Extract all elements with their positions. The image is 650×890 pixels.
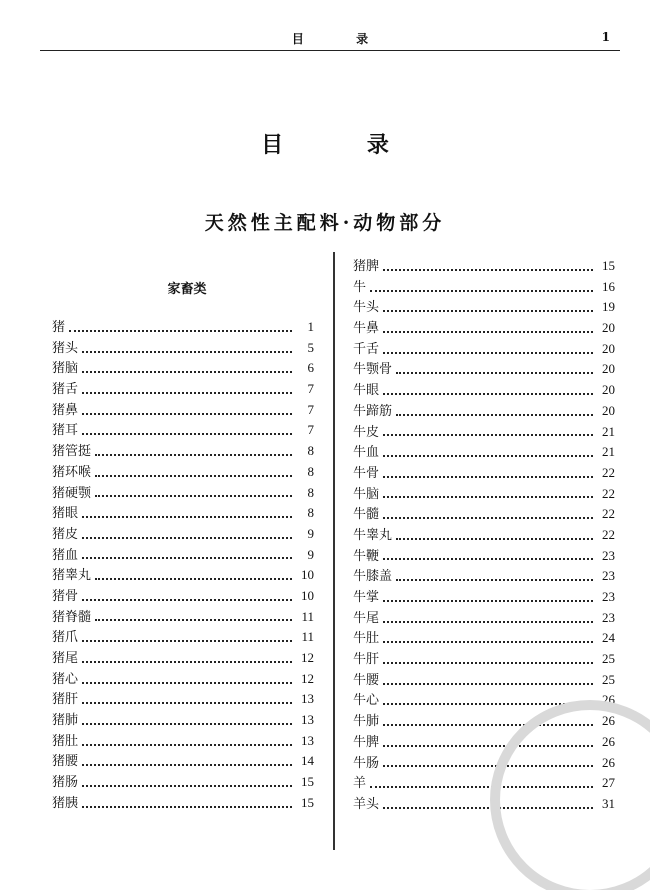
toc-entry-page: 26 — [602, 692, 615, 708]
toc-entry-page: 23 — [602, 547, 615, 563]
toc-entry — [353, 587, 615, 608]
dot-leader — [82, 639, 292, 642]
toc-entry-page: 9 — [307, 546, 314, 562]
dot-leader — [82, 805, 292, 808]
dot-leader — [383, 475, 593, 478]
toc-entry-name: 猪脑 — [52, 361, 79, 377]
dot-leader — [383, 640, 593, 643]
dot-leader — [383, 620, 593, 623]
toc-entry-name: 猪鼻 — [52, 402, 79, 418]
toc-entry-name: 牛肺 — [353, 714, 380, 730]
dot-leader — [396, 413, 593, 416]
toc-entry-page: 12 — [301, 670, 314, 686]
toc-entry-name: 猪管挺 — [52, 444, 92, 460]
dot-leader — [383, 433, 593, 436]
toc-entry-page: 8 — [307, 505, 314, 521]
dot-leader — [383, 557, 593, 560]
toc-entry-page: 20 — [602, 361, 615, 377]
toc-entry — [52, 669, 314, 690]
dot-leader — [383, 495, 593, 498]
toc-entry-page: 7 — [307, 422, 314, 438]
toc-entry-name: 猪尾 — [52, 651, 79, 666]
dot-leader — [95, 494, 292, 497]
toc-entry-name: 牛心 — [353, 693, 380, 709]
toc-entry — [52, 338, 314, 359]
dot-leader — [82, 350, 292, 353]
toc-entry — [353, 422, 615, 443]
dot-leader — [82, 763, 292, 766]
toc-entry-page: 26 — [602, 733, 615, 749]
toc-entry-name: 猪腰 — [52, 754, 79, 770]
toc-entry — [353, 566, 615, 587]
dot-leader — [396, 371, 593, 374]
toc-entry-page: 15 — [301, 794, 314, 810]
dot-leader — [82, 743, 292, 746]
dot-leader — [82, 391, 292, 394]
toc-entry — [52, 772, 314, 793]
toc-entry — [353, 256, 615, 277]
toc-entry — [353, 525, 615, 546]
toc-entry-name: 牛肚 — [353, 631, 380, 647]
toc-entry-page: 23 — [602, 609, 615, 625]
toc-entry-name: 牛掌 — [353, 590, 380, 605]
dot-leader — [370, 785, 593, 788]
running-header-title: 目 录 — [291, 32, 393, 46]
toc-entry-name: 猪 — [52, 320, 66, 335]
toc-entry-name: 牛肝 — [353, 652, 380, 668]
toc-entry-name: 牛颚骨 — [353, 362, 393, 378]
toc-entry — [52, 379, 314, 400]
toc-entry — [353, 690, 615, 711]
dot-leader — [82, 556, 292, 559]
toc-entry-page: 12 — [301, 650, 314, 665]
toc-entry-page: 11 — [301, 608, 314, 624]
toc-entry-page: 8 — [307, 463, 314, 479]
toc-entry — [353, 732, 615, 753]
toc-entry — [52, 503, 314, 524]
toc-entry — [353, 297, 615, 318]
toc-entry-name: 牛膝盖 — [353, 569, 393, 585]
toc-entry-page: 1 — [307, 319, 314, 334]
toc-entry-name: 牛骨 — [353, 465, 380, 481]
toc-entry-name: 猪环喉 — [52, 464, 92, 480]
dot-leader — [383, 661, 593, 664]
toc-entry-name: 猪心 — [52, 671, 79, 687]
toc-entry — [353, 711, 615, 732]
dot-leader — [396, 537, 593, 540]
toc-entry-name: 猪舌 — [52, 382, 79, 398]
toc-entry-page: 20 — [602, 340, 615, 356]
toc-entry-name: 牛腰 — [353, 672, 380, 688]
dot-leader — [383, 454, 593, 457]
toc-entry — [52, 648, 314, 669]
toc-entry — [52, 400, 314, 421]
dot-leader — [383, 723, 593, 726]
toc-entry — [353, 277, 615, 298]
toc-entry-name: 猪眼 — [52, 506, 79, 522]
toc-entry-page: 10 — [301, 567, 314, 583]
toc-entry-page: 24 — [602, 630, 615, 646]
toc-entry-name: 牛肠 — [353, 755, 380, 771]
toc-entry — [353, 463, 615, 484]
dot-leader — [95, 474, 292, 477]
dot-leader — [370, 289, 593, 292]
dot-leader — [82, 722, 292, 725]
toc-entry-page: 23 — [602, 568, 615, 584]
dot-leader — [82, 701, 292, 704]
page-number: 1 — [601, 30, 610, 44]
toc-entry-name: 千舌 — [353, 341, 380, 357]
toc-entry-page: 20 — [602, 402, 615, 418]
toc-entry — [52, 524, 314, 545]
dot-leader — [383, 744, 593, 747]
toc-entry-page: 8 — [307, 443, 314, 459]
toc-entry-page: 21 — [602, 444, 615, 460]
toc-entry-page: 13 — [301, 691, 314, 707]
dot-leader — [383, 764, 593, 767]
toc-entry-page: 31 — [602, 795, 615, 811]
toc-entry — [52, 710, 314, 731]
toc-entry-name: 牛睾丸 — [353, 527, 393, 543]
toc-entry — [52, 317, 314, 338]
toc-entry-page: 15 — [602, 258, 615, 273]
toc-entry — [52, 483, 314, 504]
dot-leader — [82, 681, 292, 684]
page-title: 目 录 — [261, 132, 427, 158]
running-header — [40, 24, 620, 51]
dot-leader — [82, 660, 292, 663]
toc-entry — [353, 380, 615, 401]
toc-entry-page: 15 — [301, 774, 314, 790]
toc-entry-name: 牛头 — [353, 300, 380, 316]
toc-entry-page: 16 — [602, 278, 615, 294]
toc-entry-name: 牛鞭 — [353, 548, 380, 564]
toc-entry — [52, 627, 314, 648]
toc-entry-name: 牛髓 — [353, 507, 380, 523]
dot-leader — [383, 599, 593, 602]
toc-entry — [353, 670, 615, 691]
dot-leader — [82, 784, 292, 787]
dot-leader — [82, 598, 292, 601]
toc-entry-name: 猪睾丸 — [52, 568, 92, 584]
toc-entry-name: 猪皮 — [52, 526, 79, 542]
dot-leader — [82, 536, 292, 539]
toc-entry — [353, 401, 615, 422]
toc-entry-page: 22 — [602, 464, 615, 480]
toc-entry — [353, 339, 615, 360]
toc-entry-name: 猪肺 — [52, 713, 79, 729]
toc-entry-page: 26 — [602, 713, 615, 729]
section-title: 天然性主配料·动物部分 — [204, 212, 446, 234]
toc-entry-name: 猪头 — [52, 340, 79, 356]
toc-entry-name: 牛蹄筋 — [353, 403, 393, 419]
toc-entry-name: 羊 — [353, 776, 367, 792]
dot-leader — [95, 577, 292, 580]
toc-entry-page: 23 — [602, 589, 615, 604]
toc-entry-name: 牛 — [353, 279, 367, 295]
toc-entry — [353, 794, 615, 815]
dot-leader — [383, 309, 593, 312]
toc-entry — [52, 607, 314, 628]
toc-entry-page: 22 — [602, 526, 615, 542]
toc-entry — [52, 565, 314, 586]
dot-leader — [69, 329, 292, 332]
toc-entry — [52, 731, 314, 752]
toc-entry — [52, 793, 314, 814]
toc-entry-page: 25 — [602, 671, 615, 687]
toc-entry-name: 猪肝 — [52, 692, 79, 708]
toc-entry-name: 牛脾 — [353, 734, 380, 750]
toc-entry-page: 22 — [602, 485, 615, 501]
column-divider — [333, 252, 335, 850]
dot-leader — [82, 370, 292, 373]
dot-leader — [383, 682, 593, 685]
toc-entry-page: 26 — [602, 754, 615, 770]
toc-entry-page: 13 — [301, 732, 314, 748]
toc-entry-name: 猪血 — [52, 547, 79, 563]
toc-entry-name: 羊头 — [353, 796, 380, 812]
toc-entry — [52, 462, 314, 483]
dot-leader — [82, 515, 292, 518]
toc-entry — [52, 689, 314, 710]
toc-entry — [52, 420, 314, 441]
dot-leader — [383, 392, 593, 395]
toc-entry-page: 9 — [307, 525, 314, 541]
toc-entry-page: 20 — [602, 382, 615, 398]
toc-entry-page: 7 — [307, 381, 314, 397]
toc-entry — [353, 546, 615, 567]
dot-leader — [383, 351, 593, 354]
toc-entry-name: 牛血 — [353, 445, 380, 461]
toc-entry-page: 20 — [602, 320, 615, 336]
toc-entry-page: 10 — [301, 587, 314, 603]
dot-leader — [95, 453, 292, 456]
dot-leader — [383, 702, 593, 705]
category-title: 家畜类 — [167, 282, 207, 297]
toc-entry-name: 猪脊髓 — [52, 609, 92, 625]
toc-entry-name: 猪骨 — [52, 588, 79, 604]
dot-leader — [82, 432, 292, 435]
toc-entry-name: 猪肠 — [52, 775, 79, 791]
dot-leader — [95, 618, 292, 621]
toc-entry-name: 猪肚 — [52, 733, 79, 749]
toc-entry-page: 19 — [602, 299, 615, 315]
dot-leader — [383, 516, 593, 519]
toc-entry-page: 6 — [307, 360, 314, 376]
toc-entry-name: 猪耳 — [52, 423, 79, 439]
toc-entry — [353, 608, 615, 629]
toc-entry — [353, 442, 615, 463]
toc-entry — [52, 545, 314, 566]
toc-entry-page: 21 — [602, 423, 615, 439]
toc-entry — [353, 628, 615, 649]
dot-leader — [82, 412, 292, 415]
toc-entry — [353, 359, 615, 380]
toc-entry — [353, 753, 615, 774]
toc-entry-page: 5 — [307, 339, 314, 355]
dot-leader — [383, 806, 593, 809]
dot-leader — [383, 268, 593, 271]
toc-entry-page: 25 — [602, 651, 615, 667]
toc-entry — [52, 586, 314, 607]
toc-entry-name: 牛鼻 — [353, 321, 380, 337]
toc-entry-name: 牛脑 — [353, 486, 380, 502]
toc-entry-page: 13 — [301, 712, 314, 728]
dot-leader — [383, 330, 593, 333]
toc-entry-name: 猪硬颚 — [52, 485, 92, 501]
toc-entry-page: 8 — [307, 484, 314, 500]
toc-entry-page: 11 — [301, 629, 314, 645]
toc-entry — [52, 358, 314, 379]
toc-entry-name: 牛眼 — [353, 383, 380, 399]
toc-entry — [353, 318, 615, 339]
toc-entry-name: 牛尾 — [353, 610, 380, 626]
dot-leader — [396, 578, 593, 581]
toc-entry — [353, 773, 615, 794]
toc-entry-name: 牛皮 — [353, 424, 380, 440]
toc-left-column — [52, 317, 314, 814]
toc-entry-name: 猪脾 — [353, 259, 380, 274]
toc-entry-page: 22 — [602, 506, 615, 522]
toc-entry — [353, 484, 615, 505]
toc-entry-name: 猪胰 — [52, 795, 79, 811]
toc-entry — [52, 751, 314, 772]
toc-entry-page: 14 — [301, 753, 314, 769]
toc-right-column — [353, 256, 615, 815]
toc-entry-page: 27 — [602, 775, 615, 791]
toc-entry — [353, 504, 615, 525]
toc-entry-page: 7 — [307, 401, 314, 417]
toc-entry — [52, 441, 314, 462]
toc-entry — [353, 649, 615, 670]
toc-entry-name: 猪爪 — [52, 630, 79, 646]
